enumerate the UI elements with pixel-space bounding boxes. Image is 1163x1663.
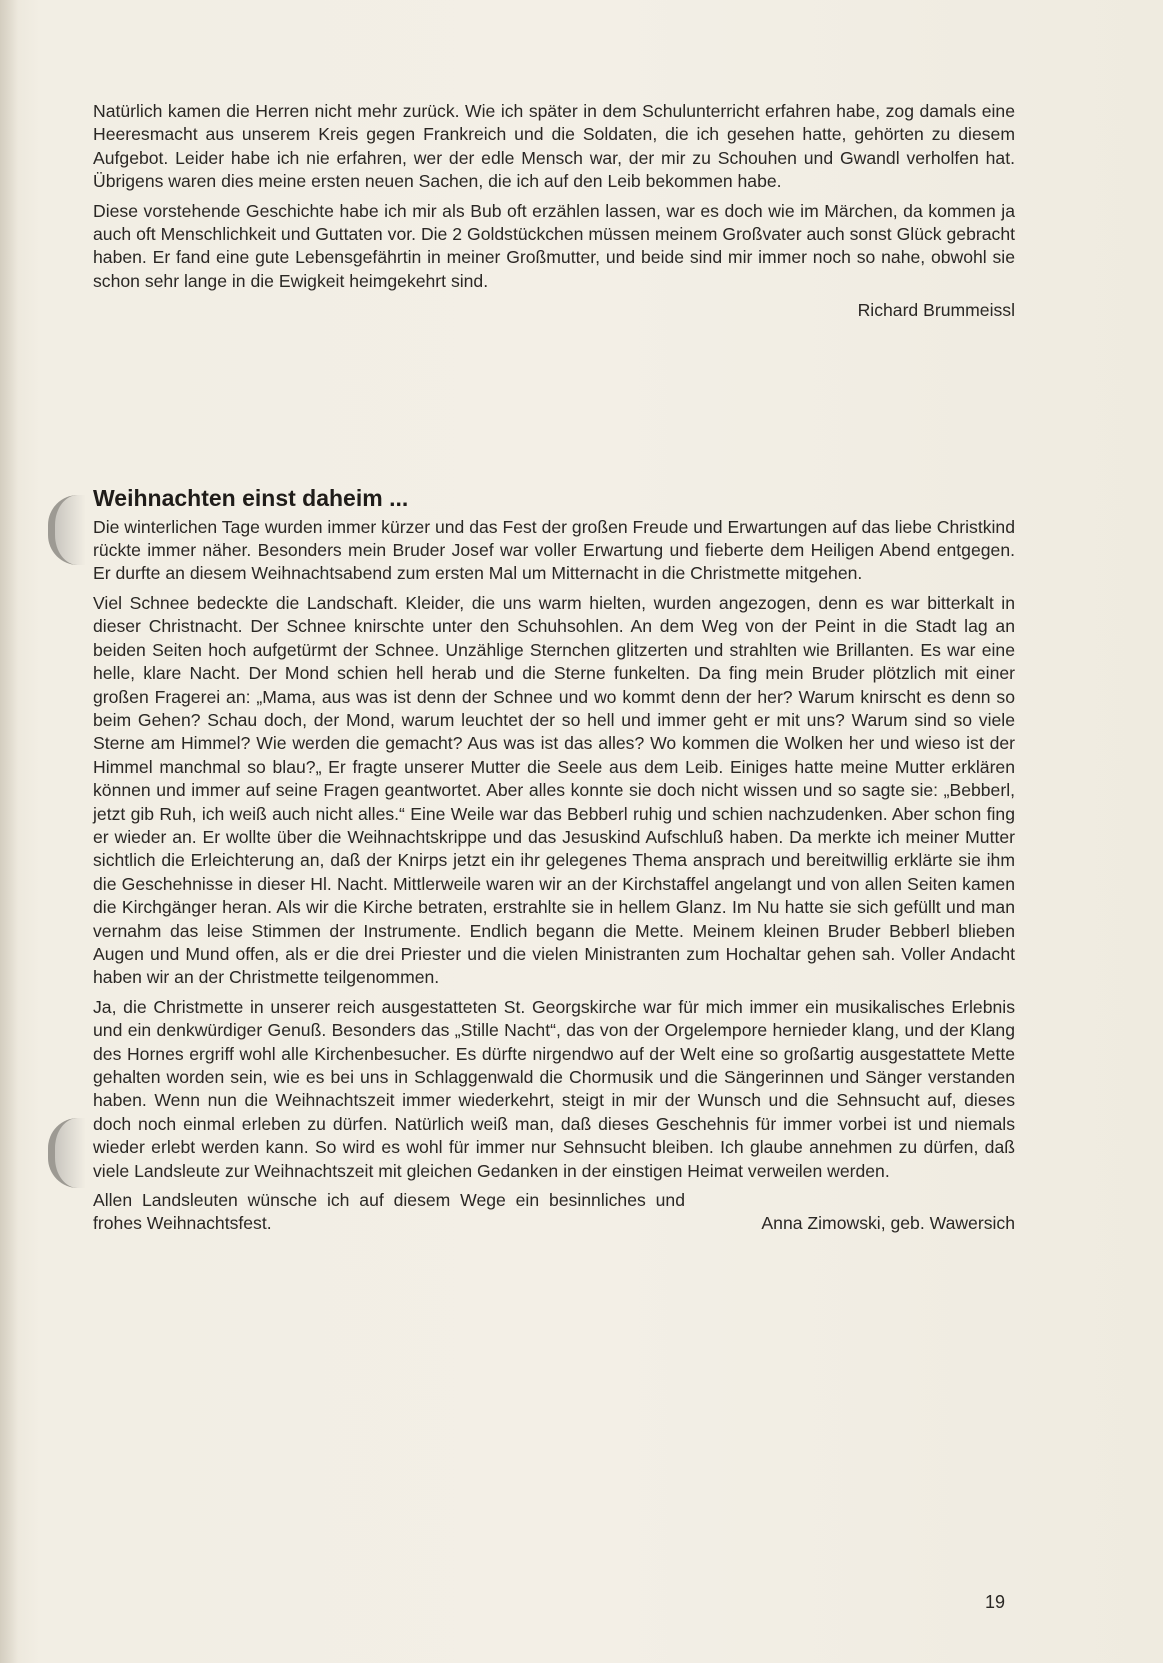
story2-paragraph: Viel Schnee bedeckte die Landschaft. Kleider, die uns warm hielten, wurden angezogen, denn es war bitterkalt in dieser Christnacht. Der Schnee knirschte unter den Schuhsohlen. An dem Weg von der Peint in die Stadt lag an beiden Seiten hoch aufgetürmt der Schnee. Unzählige Sternchen glitzerten und strahlten wie Brillanten. Es war eine helle, klare Nacht. Der Mond schien hell herab und die Sterne funkelten. Da fing mein Bruder plötzlich mit einer großen Fragerei an: „Mama, aus was ist denn der Schnee und wo kommt denn der her? Warum knirscht es denn so beim Gehen? Schau doch, der Mond, warum leuchtet der so hell und immer geht er mit uns? Warum sind so viele Sterne am Himmel? Wie werden die gemacht? Aus was ist das alles? Wo kommen die Wolken her und wieso ist der Himmel manchmal so blau?„ Er fragte unserer Mutter die Seele aus dem Leib. Einiges hatte meine Mutter erklären können und immer auf seine Fragen geantwortet. Aber alles konnte sie doch nicht wissen und so sagte sie: „Bebberl, jetzt gib Ruh, ich weiß auch nicht alles.“ Eine Weile war das Bebberl ruhig und schien nachzudenken. Aber schon fing er wieder an. Er wollte über die Weihnachtskrippe und das Jesuskind Aufschluß haben. Da merkte ich meiner Mutter sichtlich die Erleichterung an, daß der Knirps jetzt ein ihr gelegenes Thema ansprach und bereitwillig erklärte sie ihm die Geschehnisse in dieser Hl. Nacht. Mittlerweile waren wir an der Kirchstaffel angelangt und von allen Seiten kamen die Kirchgänger heran. Als wir die Kirche betraten, erstrahlte sie in hellem Glanz. Im Nu hatte sie sich gefüllt und man vernahm das leise Stimmen der Instrumente. Endlich begann die Mette. Meinem kleinen Bruder Bebberl blieben Augen und Mund offen, als er die drei Priester und die vielen Ministranten zum Hochaltar gehen sah. Voller Andacht haben wir an der Christmette teilgenommen.: [93, 592, 1015, 988]
story2-closing: Allen Landsleuten wünsche ich auf diesem Wege ein besinnliches und frohes Weihnachtsfest.: [93, 1190, 685, 1234]
article-content: [93, 100, 1015, 1242]
story2-author: Anna Zimowski, geb. Wawersich: [761, 1213, 1015, 1234]
story2-paragraph: Die winterlichen Tage wurden immer kürzer und das Fest der großen Freude und Erwartungen auf das liebe Christkind rückte immer näher. Besonders mein Bruder Josef war voller Erwartung und fieberte dem Heiligen Abend entgegen. Er durfte an diesem Weihnachtsabend zum ersten Mal um Mitternacht in die Christmette mitgehen.: [93, 516, 1015, 584]
story1-paragraph: Natürlich kamen die Herren nicht mehr zurück. Wie ich später in dem Schulunterricht erfahren habe, zog damals eine Heeresmacht aus unserem Kreis gegen Frankreich und die Soldaten, die ich gesehen hatte, gehörten zu diesem Aufgebot. Leider habe ich nie erfahren, wer der edle Mensch war, der mir zu Schouhen und Gwandl verholfen hat. Übrigens waren dies meine ersten neuen Sachen, die ich auf den Leib bekommen habe.: [93, 101, 1015, 192]
section-gap: [93, 329, 1015, 484]
punch-hole-lower: [48, 1118, 85, 1188]
binder-shadow: [0, 0, 18, 1663]
story1-paragraph: Diese vorstehende Geschichte habe ich mir als Bub oft erzählen lassen, war es doch wie im Märchen, da kommen ja auch oft Menschlichkeit und Guttaten vor. Die 2 Goldstückchen müssen meinem Großvater auch sonst Glück gebracht haben. Er fand eine gute Lebensgefährtin in meiner Großmutter, und beide sind mir immer noch so nahe, obwohl sie schon sehr lange in die Ewigkeit heimgekehrt sind.: [93, 200, 1015, 291]
story1-author: Richard Brummeissl: [857, 300, 1015, 321]
story2-title: Weihnachten einst daheim ...: [93, 484, 409, 511]
closing-block: [93, 1189, 1015, 1236]
punch-hole-upper: [48, 495, 85, 565]
story2-paragraph: Ja, die Christmette in unserer reich ausgestatteten St. Georgskirche war für mich immer ein musikalisches Erlebnis und ein denkwürdiger Genuß. Besonders das „Stille Nacht“, das von der Orgelempore hernieder klang, und der Klang des Hornes ergriff wohl alle Kirchenbesucher. Es dürfte nirgendwo auf der Welt eine so großartig ausgestattete Mette gehalten worden sein, wie es bei uns in Schlaggenwald die Chormusik und die Sängerinnen und Sänger verstanden haben. Wenn nun die Weihnachtszeit immer wiederkehrt, steigt in mir der Wunsch und die Sehnsucht auf, dieses doch noch einmal erleben zu dürfen. Natürlich weiß man, daß dieses Geschehnis für immer vorbei ist und niemals wieder erlebt werden kann. So wird es wohl für immer nur Sehnsucht bleiben. Ich glaube annehmen zu dürfen, daß viele Landsleute zur Weihnachtszeit mit gleichen Gedanken in der einstigen Heimat verweilen werden.: [93, 996, 1015, 1181]
page-number: 19: [985, 1592, 1006, 1612]
